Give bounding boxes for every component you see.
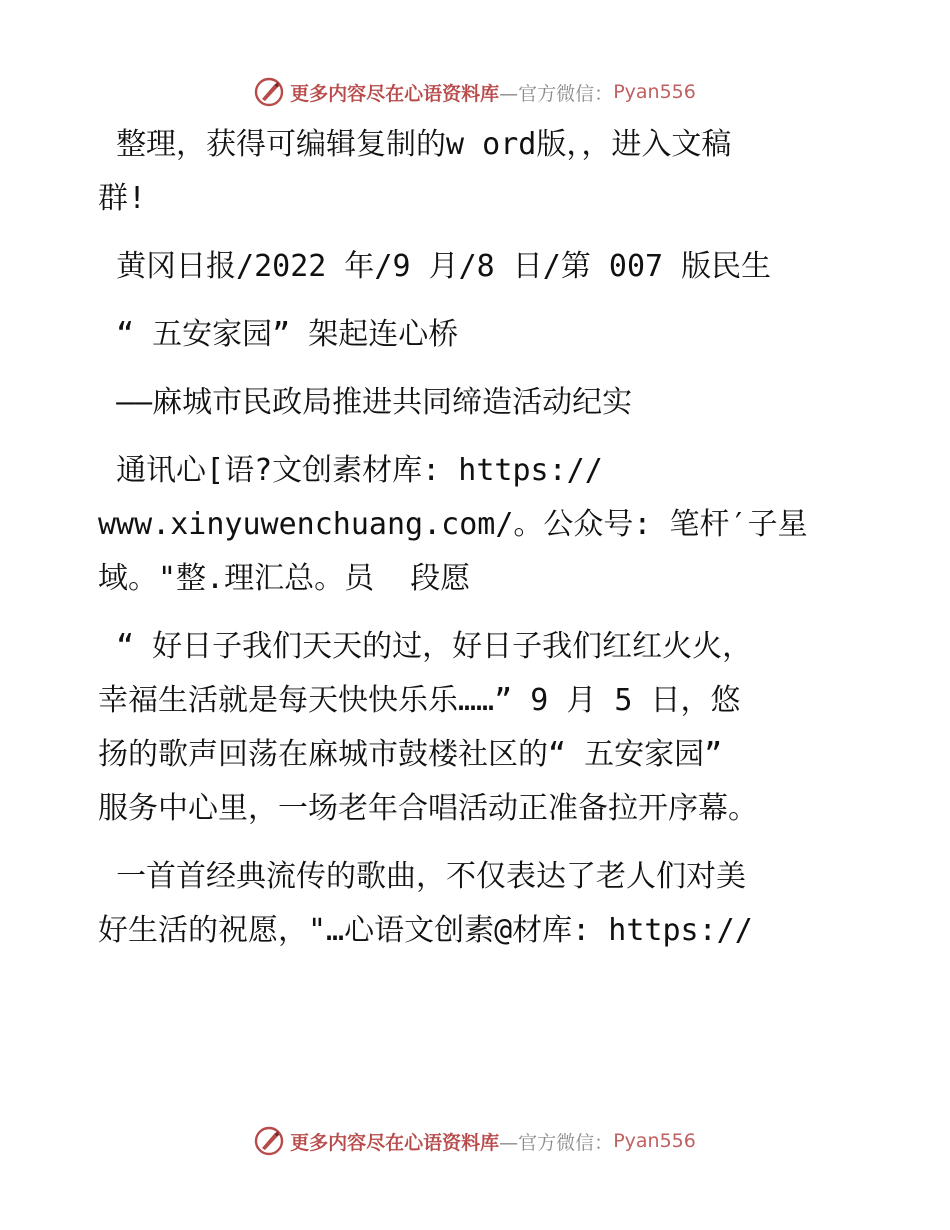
- text-line: “ 好日子我们天天的过，好日子我们红红火火，: [98, 629, 753, 664]
- banner-wechat-id: Pyan556: [613, 81, 696, 103]
- banner-separator: —官方微信：: [499, 1131, 614, 1154]
- banner-main-text: 更多内容尽在心语资料库: [290, 1131, 500, 1154]
- quill-seal-icon: [254, 77, 284, 107]
- footer-banner: [0, 1121, 950, 1161]
- text-line: 幸福生活就是每天快快乐乐……” 9 月 5 日，悠: [98, 683, 741, 718]
- header-banner: [0, 72, 950, 112]
- paragraph-body-1: [98, 620, 852, 836]
- text-line: ——麻城市民政局推进共同缔造活动纪实: [98, 385, 633, 420]
- text-line: 一首首经典流传的歌曲，不仅表达了老人们对美: [98, 859, 747, 894]
- text-line: “ 五安家园” 架起连心桥: [98, 317, 459, 352]
- article-title: [98, 308, 852, 362]
- paragraph-byline: [98, 444, 852, 606]
- text-line: 服务中心里，一场老年合唱活动正准备拉开序幕。: [98, 791, 758, 826]
- text-line: 黄冈日报/2022 年/9 月/8 日/第 007 版民生: [98, 249, 772, 284]
- text-line: 通讯心[语?文创素材库: https://: [98, 453, 603, 488]
- text-line: www.xinyuwenchuang.com/。公众号: 笔杆′子星: [98, 507, 808, 542]
- paragraph-source: [98, 240, 852, 294]
- text-line: 扬的歌声回荡在麻城市鼓楼社区的“ 五安家园”: [98, 737, 723, 772]
- document-body: [0, 118, 950, 958]
- paragraph-body-2: [98, 850, 852, 958]
- text-line: 群!: [98, 181, 147, 216]
- text-line: 好生活的祝愿，"…心语文创素@材库: https://: [98, 913, 753, 948]
- banner-main-text: 更多内容尽在心语资料库: [290, 82, 500, 105]
- article-subtitle: [98, 376, 852, 430]
- text-line: 整理，获得可编辑复制的w ord版，，进入文稿: [98, 127, 732, 162]
- text-line: 域。"整.理汇总。员 段愿: [98, 561, 471, 596]
- quill-seal-icon: [254, 1126, 284, 1156]
- paragraph-intro: [98, 118, 852, 226]
- banner-separator: —官方微信：: [499, 82, 614, 105]
- banner-wechat-id: Pyan556: [613, 1130, 696, 1152]
